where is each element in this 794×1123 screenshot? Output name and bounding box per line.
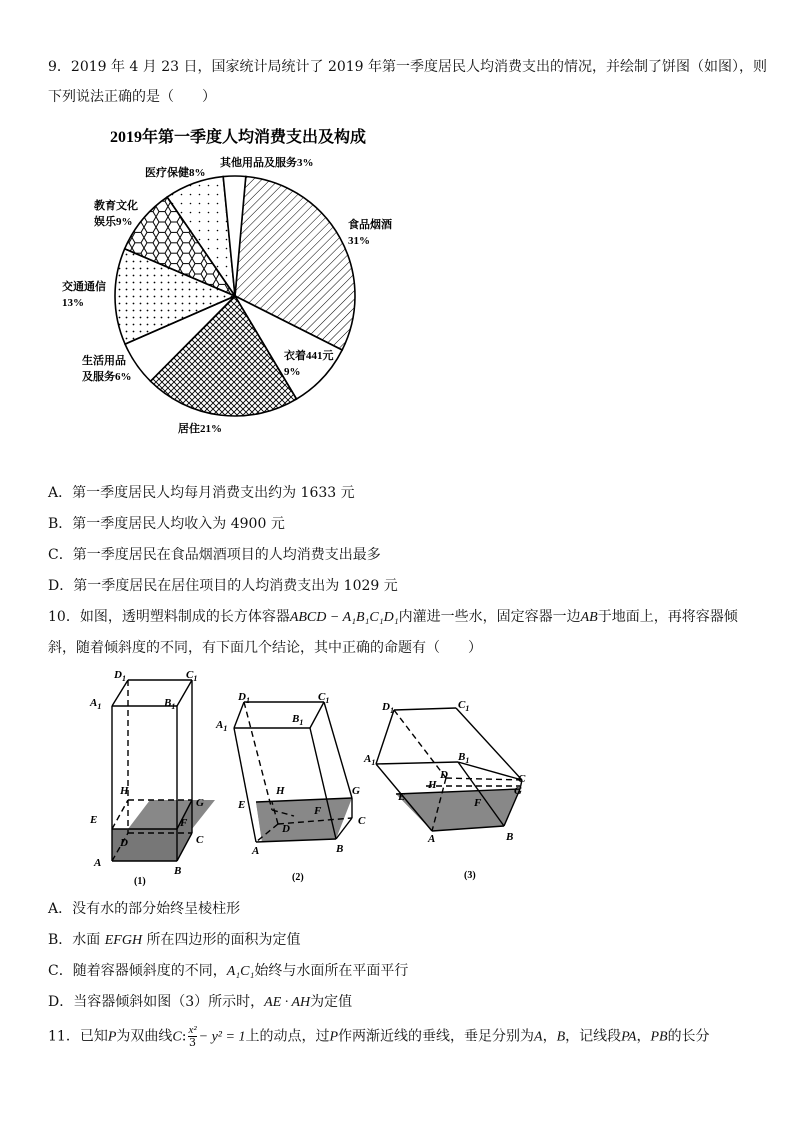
label-education xyxy=(93,198,138,228)
svg-text:B1: $B_1$ xyxy=(458,751,470,765)
svg-text:医疗保健8%: 医疗保健8% xyxy=(145,167,206,179)
q9-stem-line1: 9．2019 年 4 月 23 日，国家统计局统计了 2019 年第一季度居民人均消费支出的情况，并绘制了饼图（如图），则 xyxy=(48,59,768,75)
svg-text:食品烟酒: 食品烟酒 xyxy=(348,219,392,231)
svg-text:H: H xyxy=(120,785,129,797)
svg-text:A: A xyxy=(428,833,436,845)
svg-text:D: D xyxy=(282,823,290,835)
svg-text:(2): (2) xyxy=(292,872,304,883)
label-medical xyxy=(145,165,206,179)
svg-text:生活用品: 生活用品 xyxy=(82,355,126,367)
svg-text:B: B xyxy=(506,831,514,843)
q10-stem-line1: 10．如图，透明塑料制成的长方体容器ABCD − A₁B₁C₁D₁内灌进一些水，固定容器一边AB于地面上，再将容器倾 xyxy=(48,609,738,625)
svg-text:C1: $C_1$ xyxy=(186,669,198,683)
svg-text:C: C xyxy=(518,773,526,785)
svg-text:B: B xyxy=(336,843,344,855)
svg-text:G: G xyxy=(352,785,360,797)
svg-text:C1: $C_1$ xyxy=(458,699,470,713)
chart-title: 2019年第一季度人均消费支出及构成 xyxy=(110,129,367,146)
svg-text:教育文化: 教育文化 xyxy=(94,200,138,212)
svg-text:E: E xyxy=(90,814,98,826)
svg-text:D1: $D_1$ xyxy=(382,701,394,715)
label-housing xyxy=(178,421,222,435)
svg-text:C: C xyxy=(358,815,366,827)
svg-text:(3): (3) xyxy=(464,870,476,881)
svg-text:其他用品及服务3%: 其他用品及服务3% xyxy=(220,157,314,169)
svg-text:(1): (1) xyxy=(134,876,146,887)
q10-option-c: C．随着容器倾斜度的不同，A₁C₁始终与水面所在平面平行 xyxy=(48,963,409,979)
label-transport xyxy=(62,279,106,309)
label-food xyxy=(348,217,392,247)
svg-text:G: G xyxy=(196,797,204,809)
svg-text:H: H xyxy=(276,785,285,797)
svg-text:C: C xyxy=(196,834,204,846)
svg-text:A: A xyxy=(94,857,102,869)
svg-text:及服务6%: 及服务6% xyxy=(82,371,132,383)
svg-text:G: G xyxy=(514,785,522,797)
svg-text:F: F xyxy=(180,817,188,829)
svg-text:31%: 31% xyxy=(348,235,370,247)
svg-text:B1: $B_1$ xyxy=(164,697,176,711)
pie-chart xyxy=(60,118,480,438)
svg-text:衣着441元: 衣着441元 xyxy=(284,350,334,362)
svg-text:E: E xyxy=(398,791,406,803)
figure-1 xyxy=(80,668,220,888)
svg-text:13%: 13% xyxy=(62,297,84,309)
q10-option-b: B．水面 EFGH 所在四边形的面积为定值 xyxy=(48,932,301,948)
svg-text:9%: 9% xyxy=(284,366,301,378)
figure-2 xyxy=(212,690,382,890)
q9-stem-line2: 下列说法正确的是（ ） xyxy=(48,89,216,105)
svg-text:D1: $D_1$ xyxy=(114,669,126,683)
svg-text:D1: $D_1$ xyxy=(238,691,250,705)
q9-option-b: B．第一季度居民人均收入为 4900 元 xyxy=(48,516,285,532)
pie-slices xyxy=(115,176,355,416)
svg-text:D: D xyxy=(120,837,128,849)
svg-text:F: F xyxy=(314,805,322,817)
svg-text:C1: $C_1$ xyxy=(318,691,330,705)
q10-option-d: D．当容器倾斜如图（3）所示时，AE · AH为定值 xyxy=(48,994,353,1010)
svg-text:A1: $A_1$ xyxy=(90,697,102,711)
svg-text:B: B xyxy=(174,865,182,877)
q9-option-a: A．第一季度居民人均每月消费支出约为 1633 元 xyxy=(48,485,355,501)
svg-text:D: D xyxy=(440,769,448,781)
q11-stem: 11．已知P为双曲线C: $\frac{\text{x²}}{3}$ − y² = 1上的动点，过P作两渐近线的垂线，垂足分别为A，B，记线段PA，PB的长分 xyxy=(48,1024,710,1049)
q9-option-d: D．第一季度居民在居住项目的人均消费支出为 1029 元 xyxy=(48,578,398,594)
svg-text:交通通信: 交通通信 xyxy=(62,281,106,293)
label-other xyxy=(220,155,314,169)
svg-text:娱乐9%: 娱乐9% xyxy=(94,216,133,228)
fraction: $\frac{\text{x²}}{3}$ xyxy=(188,1024,197,1049)
label-daily xyxy=(82,353,132,383)
svg-text:F: F xyxy=(474,797,482,809)
svg-text:居住21%: 居住21% xyxy=(178,423,222,435)
svg-text:A1: $A_1$ xyxy=(216,719,228,733)
svg-text:A: A xyxy=(252,845,260,857)
q10-stem-line2: 斜，随着倾斜度的不同，有下面几个结论，其中正确的命题有（ ） xyxy=(48,640,482,656)
svg-text:A1: $A_1$ xyxy=(364,753,376,767)
svg-text:E: E xyxy=(238,799,246,811)
svg-text:B1: $B_1$ xyxy=(292,713,304,727)
svg-text:H: H xyxy=(428,779,437,791)
q10-option-a: A．没有水的部分始终呈棱柱形 xyxy=(48,901,241,917)
figure-3 xyxy=(362,690,532,890)
q9-option-c: C．第一季度居民在食品烟酒项目的人均消费支出最多 xyxy=(48,547,381,563)
